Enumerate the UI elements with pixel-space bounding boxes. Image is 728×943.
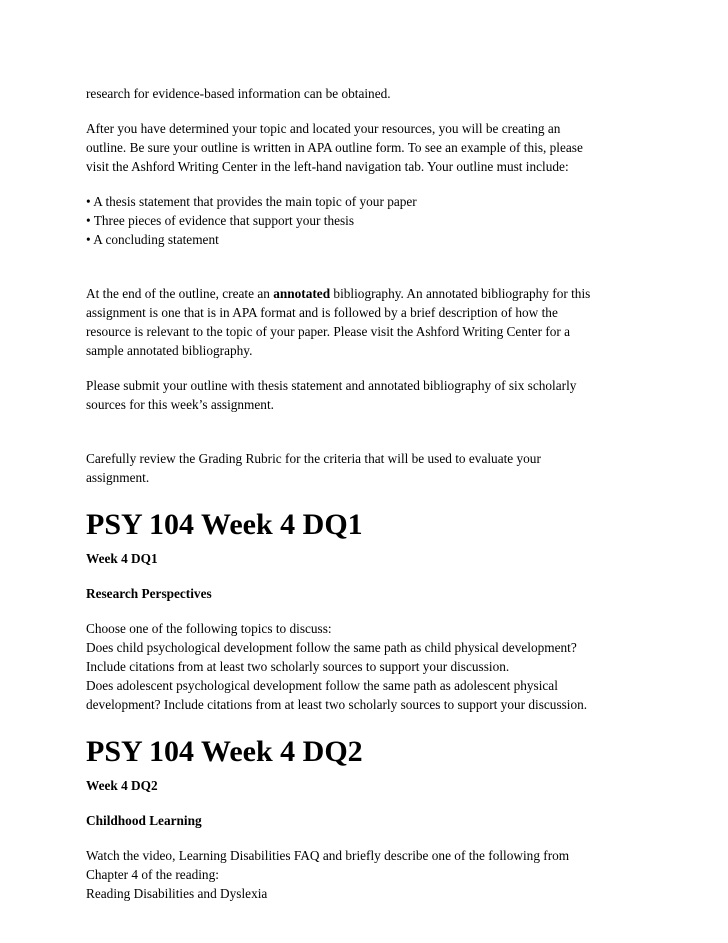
- bibliography-line-1: [86, 284, 706, 303]
- annotated-bold-word: annotated: [273, 286, 331, 301]
- dq2-body: [86, 846, 706, 903]
- outline-line-1: After you have determined your topic and located your resources, you will be creating an: [86, 121, 561, 136]
- dq2-title: Childhood Learning: [86, 813, 202, 828]
- bibliography-paragraph: [86, 284, 706, 360]
- rubric-paragraph: [86, 449, 706, 487]
- dq1-title: Research Perspectives: [86, 586, 212, 601]
- outline-line-3: visit the Ashford Writing Center in the left-hand navigation tab. Your outline must include:: [86, 159, 569, 174]
- dq1-heading: PSY 104 Week 4 DQ1: [86, 508, 363, 541]
- dq1-line-3: Include citations from at least two scholarly sources to support your discussion.: [86, 659, 510, 674]
- bibliography-line-3: resource is relevant to the topic of your paper. Please visit the Ashford Writing Center for a: [86, 324, 571, 339]
- bullet-item-evidence: • Three pieces of evidence that support your thesis: [86, 213, 355, 228]
- dq1-subheading: Week 4 DQ1: [86, 551, 158, 566]
- bullet-item-thesis: • A thesis statement that provides the main topic of your paper: [86, 194, 417, 209]
- dq1-line-4: Does adolescent psychological development follow the same path as adolescent physical: [86, 678, 558, 693]
- submit-line-2: sources for this week’s assignment.: [86, 397, 274, 412]
- submit-paragraph: [86, 376, 706, 414]
- bullet-item-conclusion: • A concluding statement: [86, 232, 219, 247]
- dq1-line-2: Does child psychological development follow the same path as child physical development?: [86, 640, 577, 655]
- rubric-line-1: Carefully review the Grading Rubric for the criteria that will be used to evaluate your: [86, 451, 541, 466]
- dq2-line-3: Reading Disabilities and Dyslexia: [86, 886, 268, 901]
- dq1-line-1: Choose one of the following topics to discuss:: [86, 621, 332, 636]
- bibliography-text-before: At the end of the outline, create an: [86, 286, 274, 301]
- dq1-line-5: development? Include citations from at least two scholarly sources to support your discussion.: [86, 697, 588, 712]
- submit-line-1: Please submit your outline with thesis statement and annotated bibliography of six scholarly: [86, 378, 577, 393]
- dq1-body: [86, 619, 706, 714]
- dq2-heading: PSY 104 Week 4 DQ2: [86, 735, 363, 768]
- bibliography-text-after: bibliography. An annotated bibliography for this: [330, 286, 591, 301]
- rubric-line-2: assignment.: [86, 470, 150, 485]
- bibliography-line-2: assignment is one that is in APA format and is followed by a brief description of how the: [86, 305, 558, 320]
- dq2-subheading: Week 4 DQ2: [86, 778, 158, 793]
- outline-bullet-list: [86, 192, 706, 249]
- intro-line: research for evidence-based information can be obtained.: [86, 86, 391, 101]
- outline-paragraph: [86, 119, 706, 176]
- dq2-line-2: Chapter 4 of the reading:: [86, 867, 219, 882]
- dq2-line-1: Watch the video, Learning Disabilities FAQ and briefly describe one of the following from: [86, 848, 570, 863]
- outline-line-2: outline. Be sure your outline is written in APA outline form. To see an example of this, please: [86, 140, 583, 155]
- document-page: [86, 84, 706, 903]
- bibliography-line-4: sample annotated bibliography.: [86, 343, 253, 358]
